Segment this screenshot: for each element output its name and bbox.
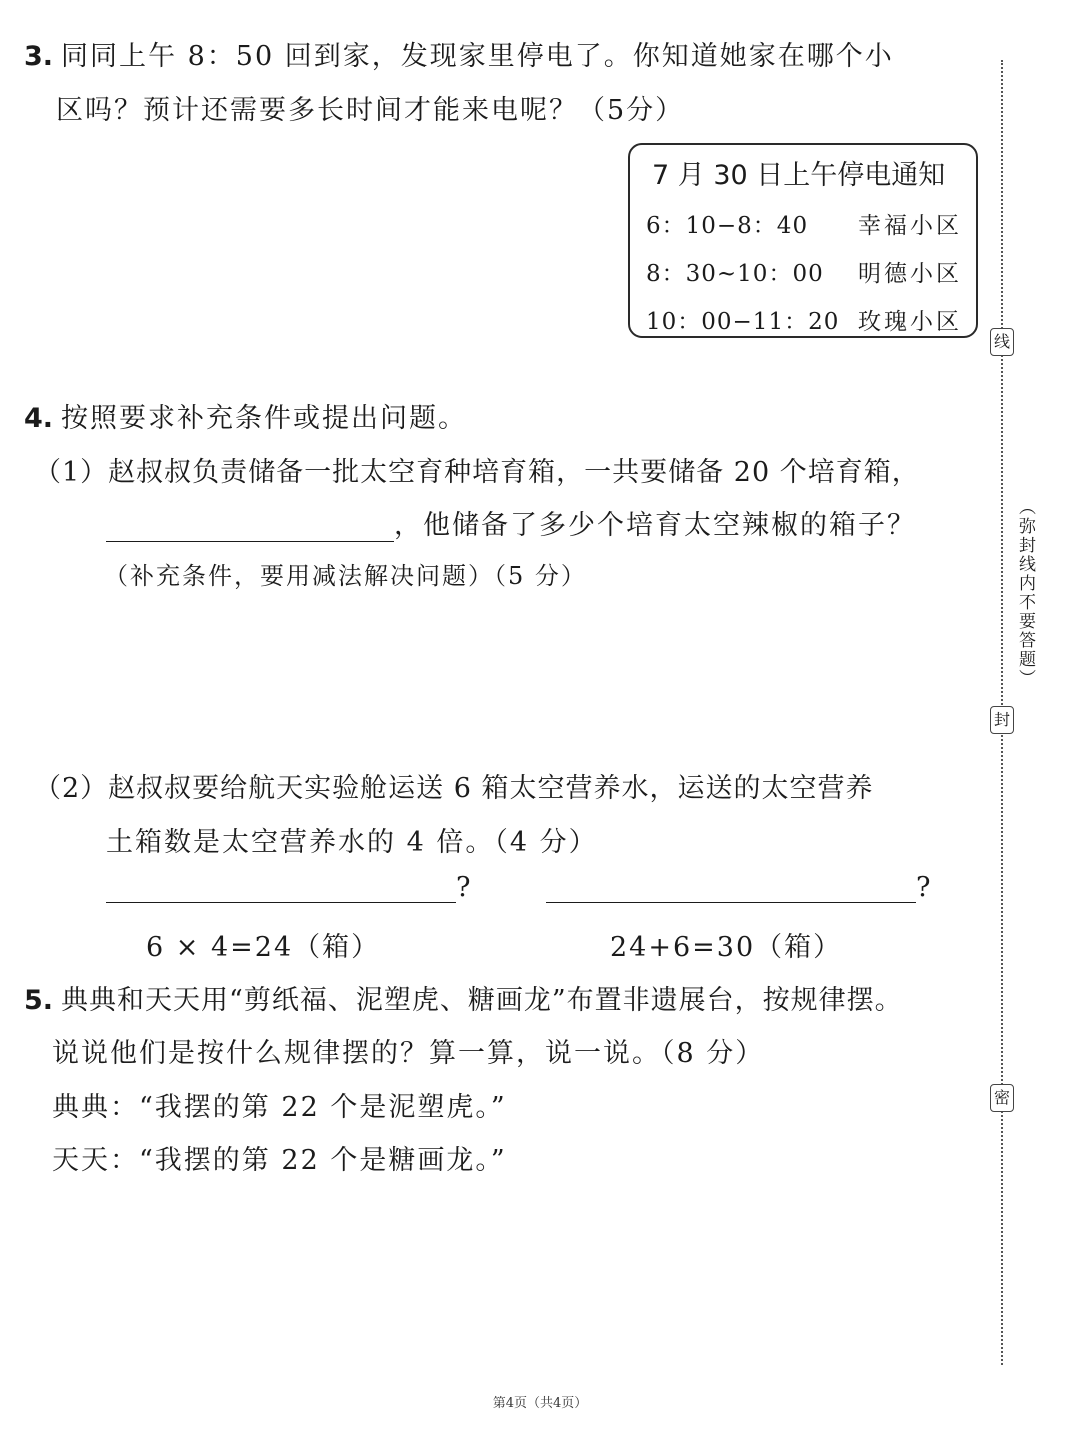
q4-p1-question: ，他储备了多少个培育太空辣椒的箱子？: [394, 510, 916, 541]
q4-title: 按照要求补充条件或提出问题。: [61, 403, 468, 434]
page-footer: 第4页（共4页）: [492, 1396, 588, 1411]
q3-text-1: 同同上午 8：50 回到家，发现家里停电了。你知道她家在哪个小: [61, 41, 894, 72]
q3-line2: 区吗？预计还需要多长时间才能来电呢？（5分）: [56, 95, 685, 126]
q4-p2-line1: （2）赵叔叔要给航天实验舱运送 6 箱太空营养水，运送的太空营养: [34, 773, 874, 804]
seal-note: （弥封线内不要答题）: [1015, 498, 1035, 688]
q4-p2-line2: 土箱数是太空营养水的 4 倍。（4 分）: [106, 827, 598, 858]
q4-p2-question-1: [106, 872, 472, 903]
q4-p2-qmark-2: ?: [916, 872, 933, 903]
q5-line3: 典典：“我摆的第 22 个是泥塑虎。”: [52, 1092, 507, 1123]
notice-time-2: 8：30~10：00: [646, 261, 824, 287]
q3-number: 3.: [24, 41, 54, 72]
notice-time-3: 10：00−11：20: [646, 309, 840, 335]
q5-text-1: 典典和天天用“剪纸福、泥塑虎、糖画龙”布置非遗展台，按规律摆。: [61, 985, 903, 1016]
q4-p1-line1: （1）赵叔叔负责储备一批太空育种培育箱，一共要储备 20 个培育箱，: [34, 457, 920, 488]
q4-p1-note: （补充条件，要用减法解决问题）（5 分）: [104, 562, 587, 590]
seal-char-closed: 密: [990, 1084, 1014, 1112]
q4-p2-answer-blank-2[interactable]: [546, 872, 916, 903]
q5-line1: [24, 978, 903, 1017]
q3-line1: [24, 34, 894, 73]
power-outage-notice: [628, 143, 978, 338]
q4-p2-answer-blank-1[interactable]: [106, 872, 456, 903]
q5-line4: 天天：“我摆的第 22 个是糖画龙。”: [52, 1145, 507, 1176]
q4-p1-line2: [106, 503, 916, 542]
q4-number: 4.: [24, 403, 54, 434]
notice-time-1: 6：10−8：40: [646, 213, 809, 239]
seal-char-line: 线: [990, 328, 1014, 356]
q4-p2-question-2: [546, 872, 932, 903]
notice-place-1: 幸福小区: [858, 213, 962, 239]
q4-title-line: [24, 396, 467, 435]
notice-title: 7 月 30 日上午停电通知: [652, 160, 946, 191]
seal-char-seal: 封: [990, 706, 1014, 734]
q5-line2: 说说他们是按什么规律摆的？算一算，说一说。（8 分）: [52, 1038, 765, 1069]
q4-p2-qmark-1: ?: [456, 872, 473, 903]
q4-p2-equation-1: 6 × 4=24（箱）: [146, 932, 381, 963]
notice-place-2: 明德小区: [858, 261, 962, 287]
q4-p2-equation-2: 24+6=30（箱）: [610, 932, 843, 963]
q5-number: 5.: [24, 985, 54, 1016]
q4-p1-answer-blank[interactable]: [106, 511, 394, 542]
notice-place-3: 玫瑰小区: [858, 309, 962, 335]
